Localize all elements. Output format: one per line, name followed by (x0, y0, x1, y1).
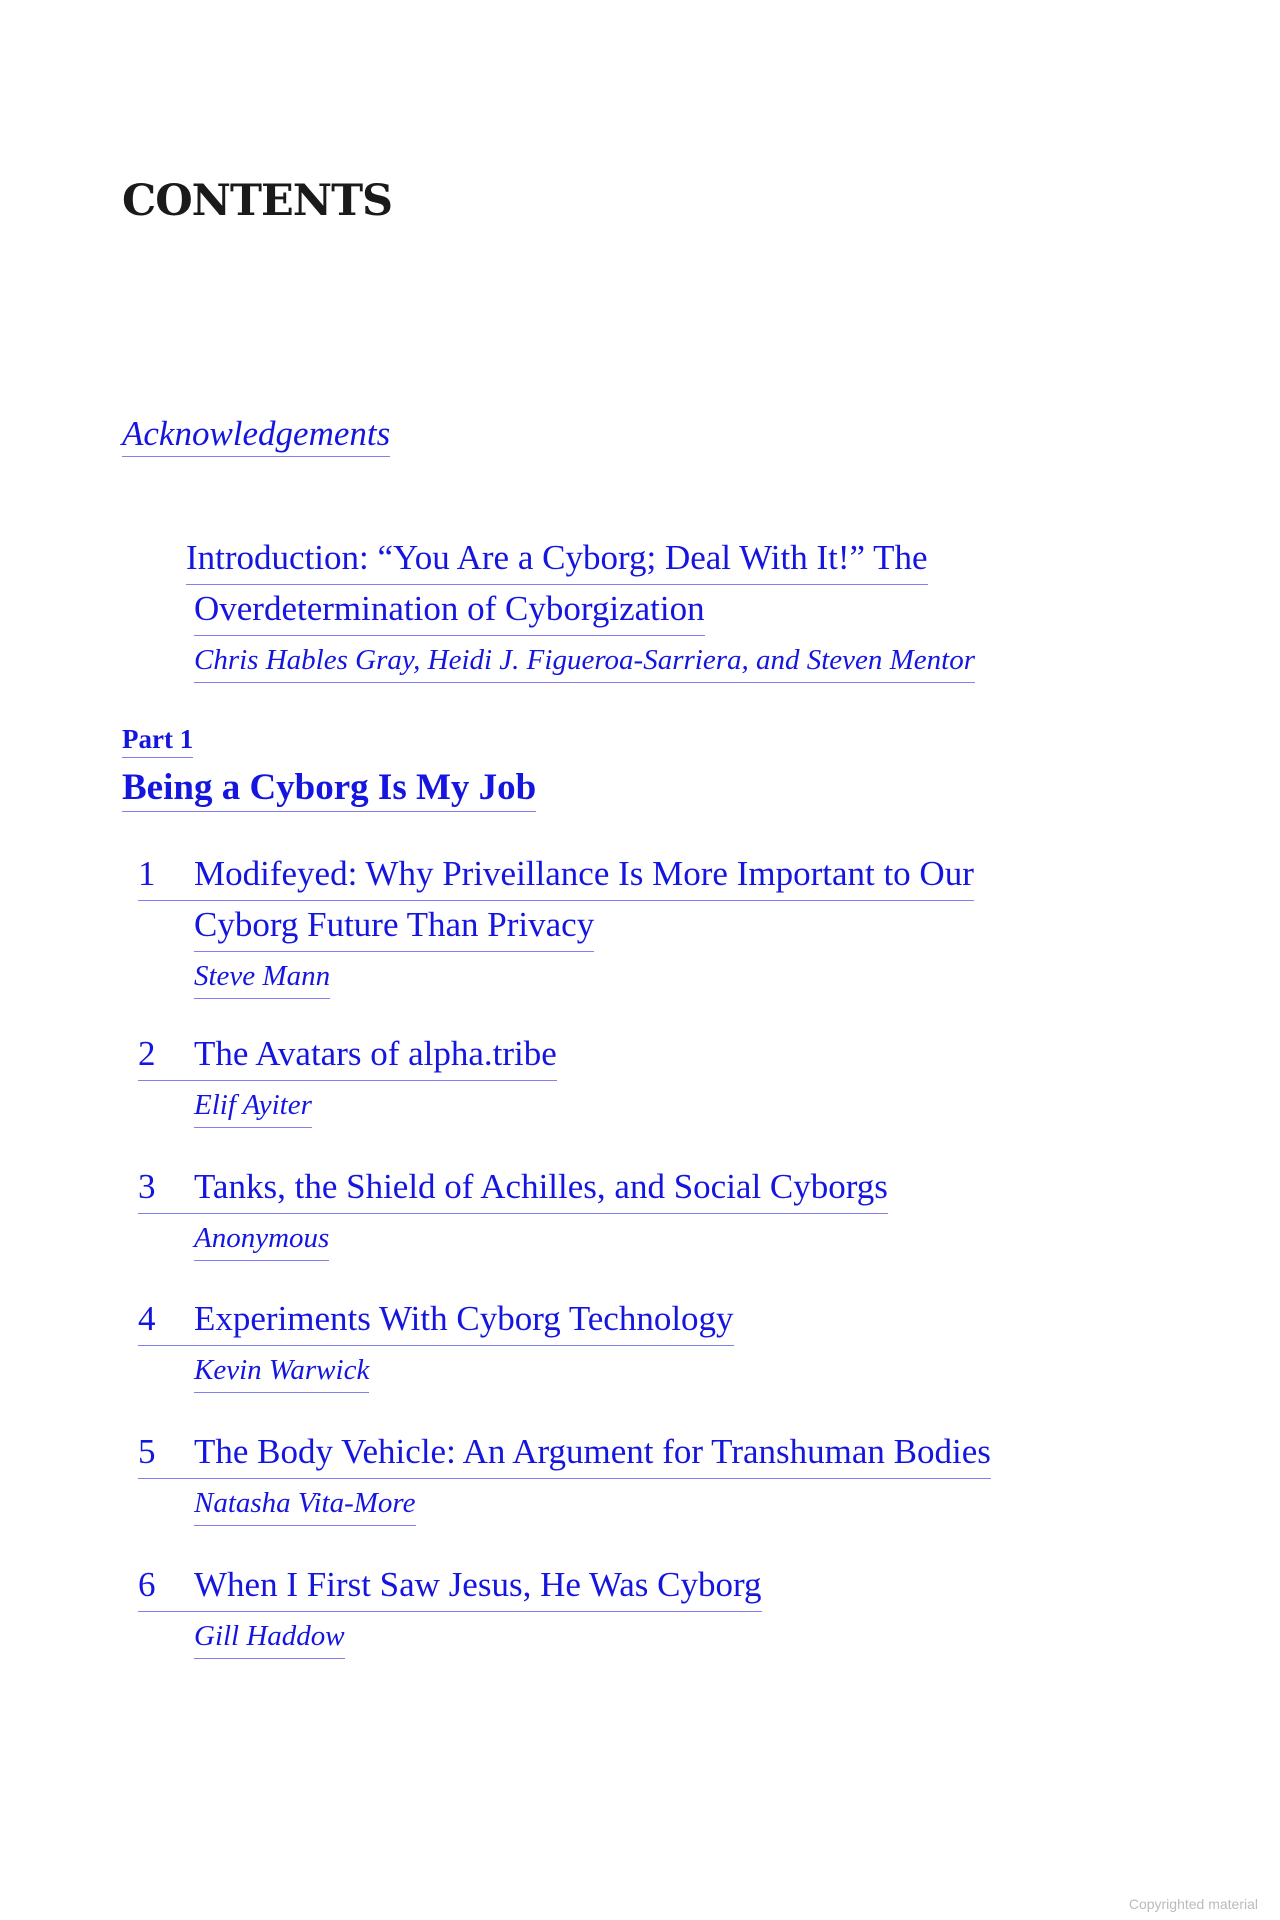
chapter-1-title-line1-link[interactable] (138, 850, 974, 901)
chapter-title: Experiments With Cyborg Technology (194, 1299, 734, 1338)
chapter-3-author-link[interactable]: Anonymous (194, 1218, 329, 1261)
chapter-title: Modifeyed: Why Priveillance Is More Important to Our (194, 854, 974, 893)
chapter-number: 4 (138, 1299, 156, 1338)
chapter-number: 2 (138, 1034, 156, 1073)
chapter-number: 5 (138, 1432, 156, 1471)
chapter-number: 1 (138, 854, 156, 893)
chapter-4-title-link[interactable] (138, 1295, 734, 1346)
chapter-entry-3 (138, 1163, 888, 1261)
copyright-watermark: Copyrighted material (1128, 1896, 1258, 1912)
chapter-number: 3 (138, 1167, 156, 1206)
chapter-5-title-link[interactable] (138, 1428, 991, 1479)
introduction-authors-link[interactable]: Chris Hables Gray, Heidi J. Figueroa-Sarriera, and Steven Mentor (194, 640, 975, 683)
chapter-number: 6 (138, 1565, 156, 1604)
chapter-1-author-link[interactable]: Steve Mann (194, 956, 330, 999)
introduction-entry (186, 534, 1046, 683)
chapter-1-title-line2-link[interactable]: Cyborg Future Than Privacy (194, 901, 594, 952)
part-title-link[interactable]: Being a Cyborg Is My Job (122, 766, 536, 812)
chapter-2-title-link[interactable] (138, 1030, 557, 1081)
chapter-2-author-link[interactable]: Elif Ayiter (194, 1085, 312, 1128)
chapter-3-title-link[interactable] (138, 1163, 888, 1214)
chapter-6-author-link[interactable]: Gill Haddow (194, 1616, 345, 1659)
page-title: CONTENTS (122, 176, 393, 226)
chapter-entry-1 (138, 850, 974, 999)
introduction-title-line2[interactable]: Overdetermination of Cyborgization (194, 585, 705, 636)
chapter-title: When I First Saw Jesus, He Was Cyborg (194, 1565, 762, 1604)
introduction-title-line1[interactable]: Introduction: “You Are a Cyborg; Deal With It!” The (186, 534, 928, 585)
part-label-link[interactable]: Part 1 (122, 724, 193, 758)
chapter-title: Tanks, the Shield of Achilles, and Social Cyborgs (194, 1167, 888, 1206)
acknowledgements-link[interactable]: Acknowledgements (122, 414, 390, 457)
chapter-entry-2 (138, 1030, 557, 1128)
chapter-title: The Avatars of alpha.tribe (194, 1034, 557, 1073)
chapter-4-author-link[interactable]: Kevin Warwick (194, 1350, 369, 1393)
chapter-5-author-link[interactable]: Natasha Vita-More (194, 1483, 416, 1526)
chapter-entry-4 (138, 1295, 734, 1393)
chapter-title: The Body Vehicle: An Argument for Transhuman Bodies (194, 1432, 991, 1471)
chapter-6-title-link[interactable] (138, 1561, 762, 1612)
chapter-entry-6 (138, 1561, 762, 1659)
chapter-entry-5 (138, 1428, 991, 1526)
